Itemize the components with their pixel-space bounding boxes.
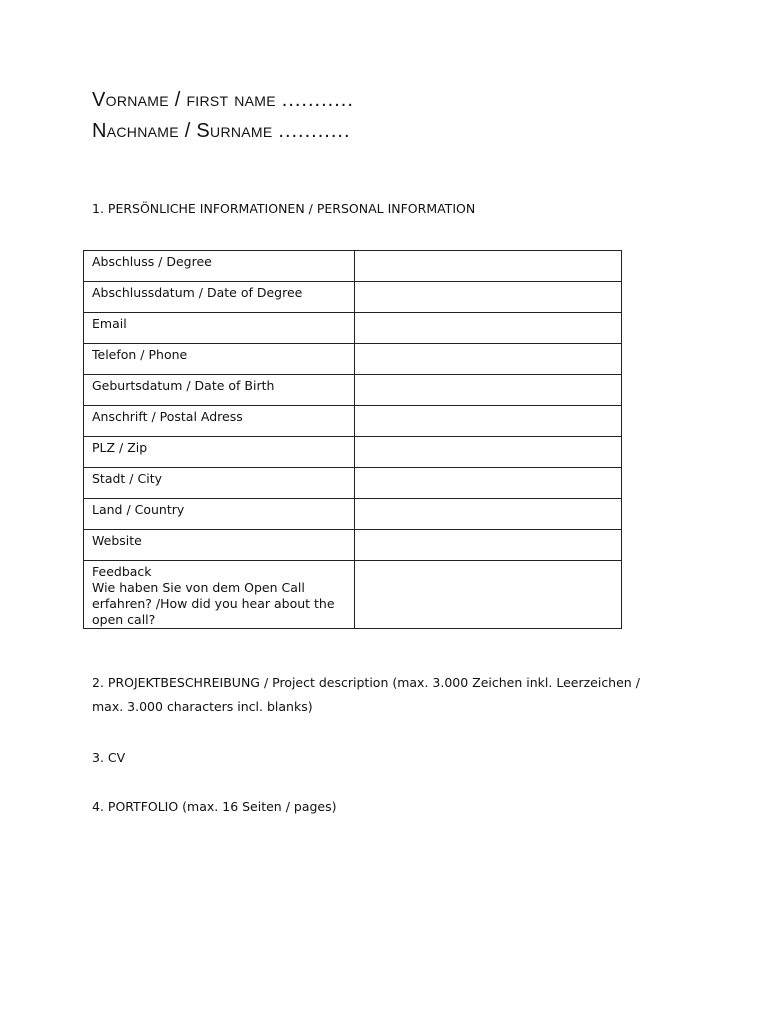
country-field[interactable] [355,499,622,530]
feedback-field[interactable] [355,561,622,629]
surname-field[interactable]: ........... [278,120,351,142]
portfolio-heading: 4. PORTFOLIO (max. 16 Seiten / pages) [92,799,337,814]
table-row [84,530,622,561]
city-label: Stadt / City [84,468,355,499]
phone-field[interactable] [355,344,622,375]
table-row [84,282,622,313]
table-row [84,406,622,437]
surname-line [92,120,351,143]
cv-heading: 3. CV [92,750,126,765]
feedback-title: Feedback [92,564,152,579]
email-field[interactable] [355,313,622,344]
table-row [84,313,622,344]
website-field[interactable] [355,530,622,561]
project-description-line: max. 3.000 characters incl. blanks) [92,699,313,714]
first-name-line [92,89,354,112]
project-description-heading [92,671,682,719]
date-of-degree-field[interactable] [355,282,622,313]
degree-label: Abschluss / Degree [84,251,355,282]
table-row [84,251,622,282]
first-name-field[interactable]: ........... [281,89,354,111]
city-field[interactable] [355,468,622,499]
project-description-line: 2. PROJEKTBESCHREIBUNG / Project description (max. 3.000 Zeichen inkl. Leerzeichen / [92,675,640,690]
zip-label: PLZ / Zip [84,437,355,468]
table-row [84,437,622,468]
personal-info-heading: 1. PERSÖNLICHE INFORMATIONEN / PERSONAL INFORMATION [92,201,476,216]
postal-address-field[interactable] [355,406,622,437]
surname-label: Nachname / Surname [92,120,273,142]
postal-address-label: Anschrift / Postal Adress [84,406,355,437]
phone-label: Telefon / Phone [84,344,355,375]
table-row [84,499,622,530]
country-label: Land / Country [84,499,355,530]
email-label: Email [84,313,355,344]
degree-field[interactable] [355,251,622,282]
date-of-birth-label: Geburtsdatum / Date of Birth [84,375,355,406]
feedback-question-line: Wie haben Sie von dem Open Call [92,580,305,595]
date-of-birth-field[interactable] [355,375,622,406]
table-row [84,375,622,406]
first-name-label: Vorname / first name [92,89,276,111]
table-row [84,561,622,629]
zip-field[interactable] [355,437,622,468]
date-of-degree-label: Abschlussdatum / Date of Degree [84,282,355,313]
website-label: Website [84,530,355,561]
feedback-question-line: open call? [92,612,156,627]
feedback-question-line: erfahren? /How did you hear about the [92,596,335,611]
table-row [84,468,622,499]
table-row [84,344,622,375]
feedback-label [84,561,355,629]
personal-info-table [83,250,622,629]
